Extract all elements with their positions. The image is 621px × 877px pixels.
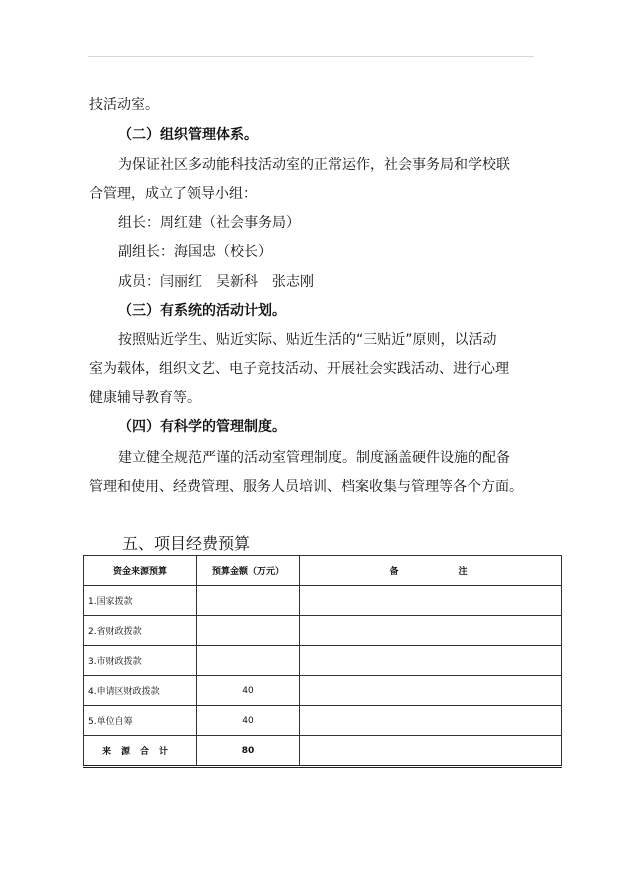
paragraph-plan-2: 室为载体，组织文艺、电子竞技活动、开展社会实践活动、进行心理 <box>89 361 509 377</box>
paragraph-management-2: 管理和使用、经费管理、服务人员培训、档案收集与管理等各个方面。 <box>89 479 523 495</box>
cell-note <box>300 616 562 646</box>
heading-activity-plan: （三）有系统的活动计划。 <box>118 303 286 319</box>
budget-table <box>83 555 562 768</box>
paragraph-organization-1: 为保证社区多动能科技活动室的正常运作，社会事务局和学校联 <box>118 157 510 173</box>
cell-note <box>300 706 562 736</box>
total-label: 来源合计 <box>84 736 197 767</box>
heading-organization: （二）组织管理体系。 <box>118 127 258 143</box>
paragraph-management-1: 建立健全规范严谨的活动室管理制度。制度涵盖硬件设施的配备 <box>118 450 510 466</box>
table-row <box>84 706 562 736</box>
cell-note <box>300 646 562 676</box>
total-note <box>300 736 562 767</box>
cell-amount: 40 <box>197 676 300 706</box>
header-source: 资金来源预算 <box>84 556 197 586</box>
cell-note <box>300 676 562 706</box>
total-amount: 80 <box>197 736 300 767</box>
heading-management: （四）有科学的管理制度。 <box>118 419 286 435</box>
leader-line: 组长：周红建（社会事务局） <box>118 215 300 231</box>
cell-amount <box>197 586 300 616</box>
header-note: 备注 <box>300 556 562 586</box>
section-title: 五、项目经费预算 <box>122 534 251 553</box>
header-rule <box>88 56 534 57</box>
paragraph-organization-2: 合管理，成立了领导小组： <box>89 186 257 202</box>
cell-amount: 40 <box>197 706 300 736</box>
cell-source: 2.省财政拨款 <box>84 616 197 646</box>
cell-source: 4.申请区财政拨款 <box>84 676 197 706</box>
paragraph-plan-1: 按照贴近学生、贴近实际、贴近生活的“三贴近”原则，以活动 <box>118 332 497 348</box>
cell-source: 1.国家拨款 <box>84 586 197 616</box>
cell-note <box>300 586 562 616</box>
table-row <box>84 646 562 676</box>
paragraph-plan-3: 健康辅导教育等。 <box>89 390 201 406</box>
table-row <box>84 616 562 646</box>
cell-amount <box>197 646 300 676</box>
table-row <box>84 586 562 616</box>
table-header-row <box>84 556 562 586</box>
table-total-row <box>84 736 562 767</box>
members-line: 成员：闫丽红 吴新科 张志刚 <box>118 274 314 290</box>
cell-amount <box>197 616 300 646</box>
header-amount: 预算金额（万元） <box>197 556 300 586</box>
cell-source: 5.单位自筹 <box>84 706 197 736</box>
deputy-leader-line: 副组长：海国忠（校长） <box>118 244 272 260</box>
paragraph-continuation: 技活动室。 <box>89 97 159 113</box>
table-row <box>84 676 562 706</box>
cell-source: 3.市财政拨款 <box>84 646 197 676</box>
